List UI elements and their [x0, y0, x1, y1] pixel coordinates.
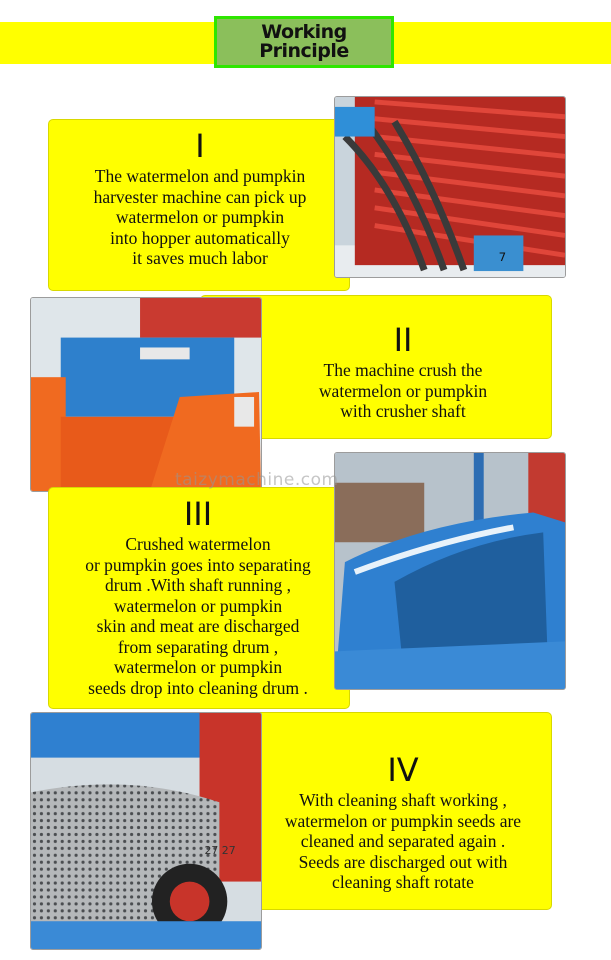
step-1-line: harvester machine can pick up [93, 186, 307, 207]
step-text-3 [48, 496, 348, 698]
step-1-line: it saves much labor [132, 248, 268, 268]
photo-pickup-reel [334, 96, 566, 278]
step-numeral-1: I [195, 127, 205, 165]
step-3-line: watermelon or pumpkin [113, 657, 283, 677]
photo-crusher-hopper [30, 297, 262, 492]
step-3-line: watermelon or pumpkin [113, 595, 283, 616]
step-numeral-3: III [183, 495, 213, 533]
step-1-line: watermelon or pumpkin [115, 207, 285, 227]
watermark-text: taizymachine.com [175, 470, 339, 490]
step-3-line: from separating drum , [117, 636, 279, 657]
step-numeral-4: IV [387, 751, 419, 789]
page-title [214, 16, 394, 68]
step-text-2 [262, 322, 544, 422]
step-4-line: cleaning shaft rotate [332, 872, 474, 892]
step-3-line: Crushed watermelon [125, 534, 271, 554]
step-2-line: with crusher shaft [340, 401, 466, 421]
step-4-line: Seeds are discharged out with [298, 851, 508, 872]
step-2-line: The machine crush the [323, 360, 483, 380]
photo-1-label: 7 [498, 250, 507, 265]
step-4-line: cleaned and separated again . [300, 831, 506, 851]
photo-cleaning-drum [30, 712, 262, 950]
photo-separating-drum [334, 452, 566, 690]
step-3-line: drum .With shaft running , [105, 575, 291, 595]
step-1-line: into hopper automatically [110, 227, 290, 248]
step-numeral-2: II [393, 321, 413, 359]
photo-4-label: 27 27 [204, 843, 236, 857]
step-3-line: seeds drop into cleaning drum . [88, 677, 308, 698]
step-2-line: watermelon or pumpkin [318, 380, 488, 401]
step-4-line: With cleaning shaft working , [299, 790, 507, 810]
step-1-line: The watermelon and pumpkin [94, 166, 306, 186]
step-3-line: or pumpkin goes into separating [85, 554, 311, 575]
title-line-2: Principle [259, 40, 349, 62]
step-4-line: watermelon or pumpkin seeds are [284, 810, 522, 831]
title-line-1: Working [261, 21, 347, 43]
step-text-1 [50, 128, 350, 269]
step-text-4 [262, 752, 544, 893]
step-3-line: skin and meat are discharged [96, 616, 300, 636]
